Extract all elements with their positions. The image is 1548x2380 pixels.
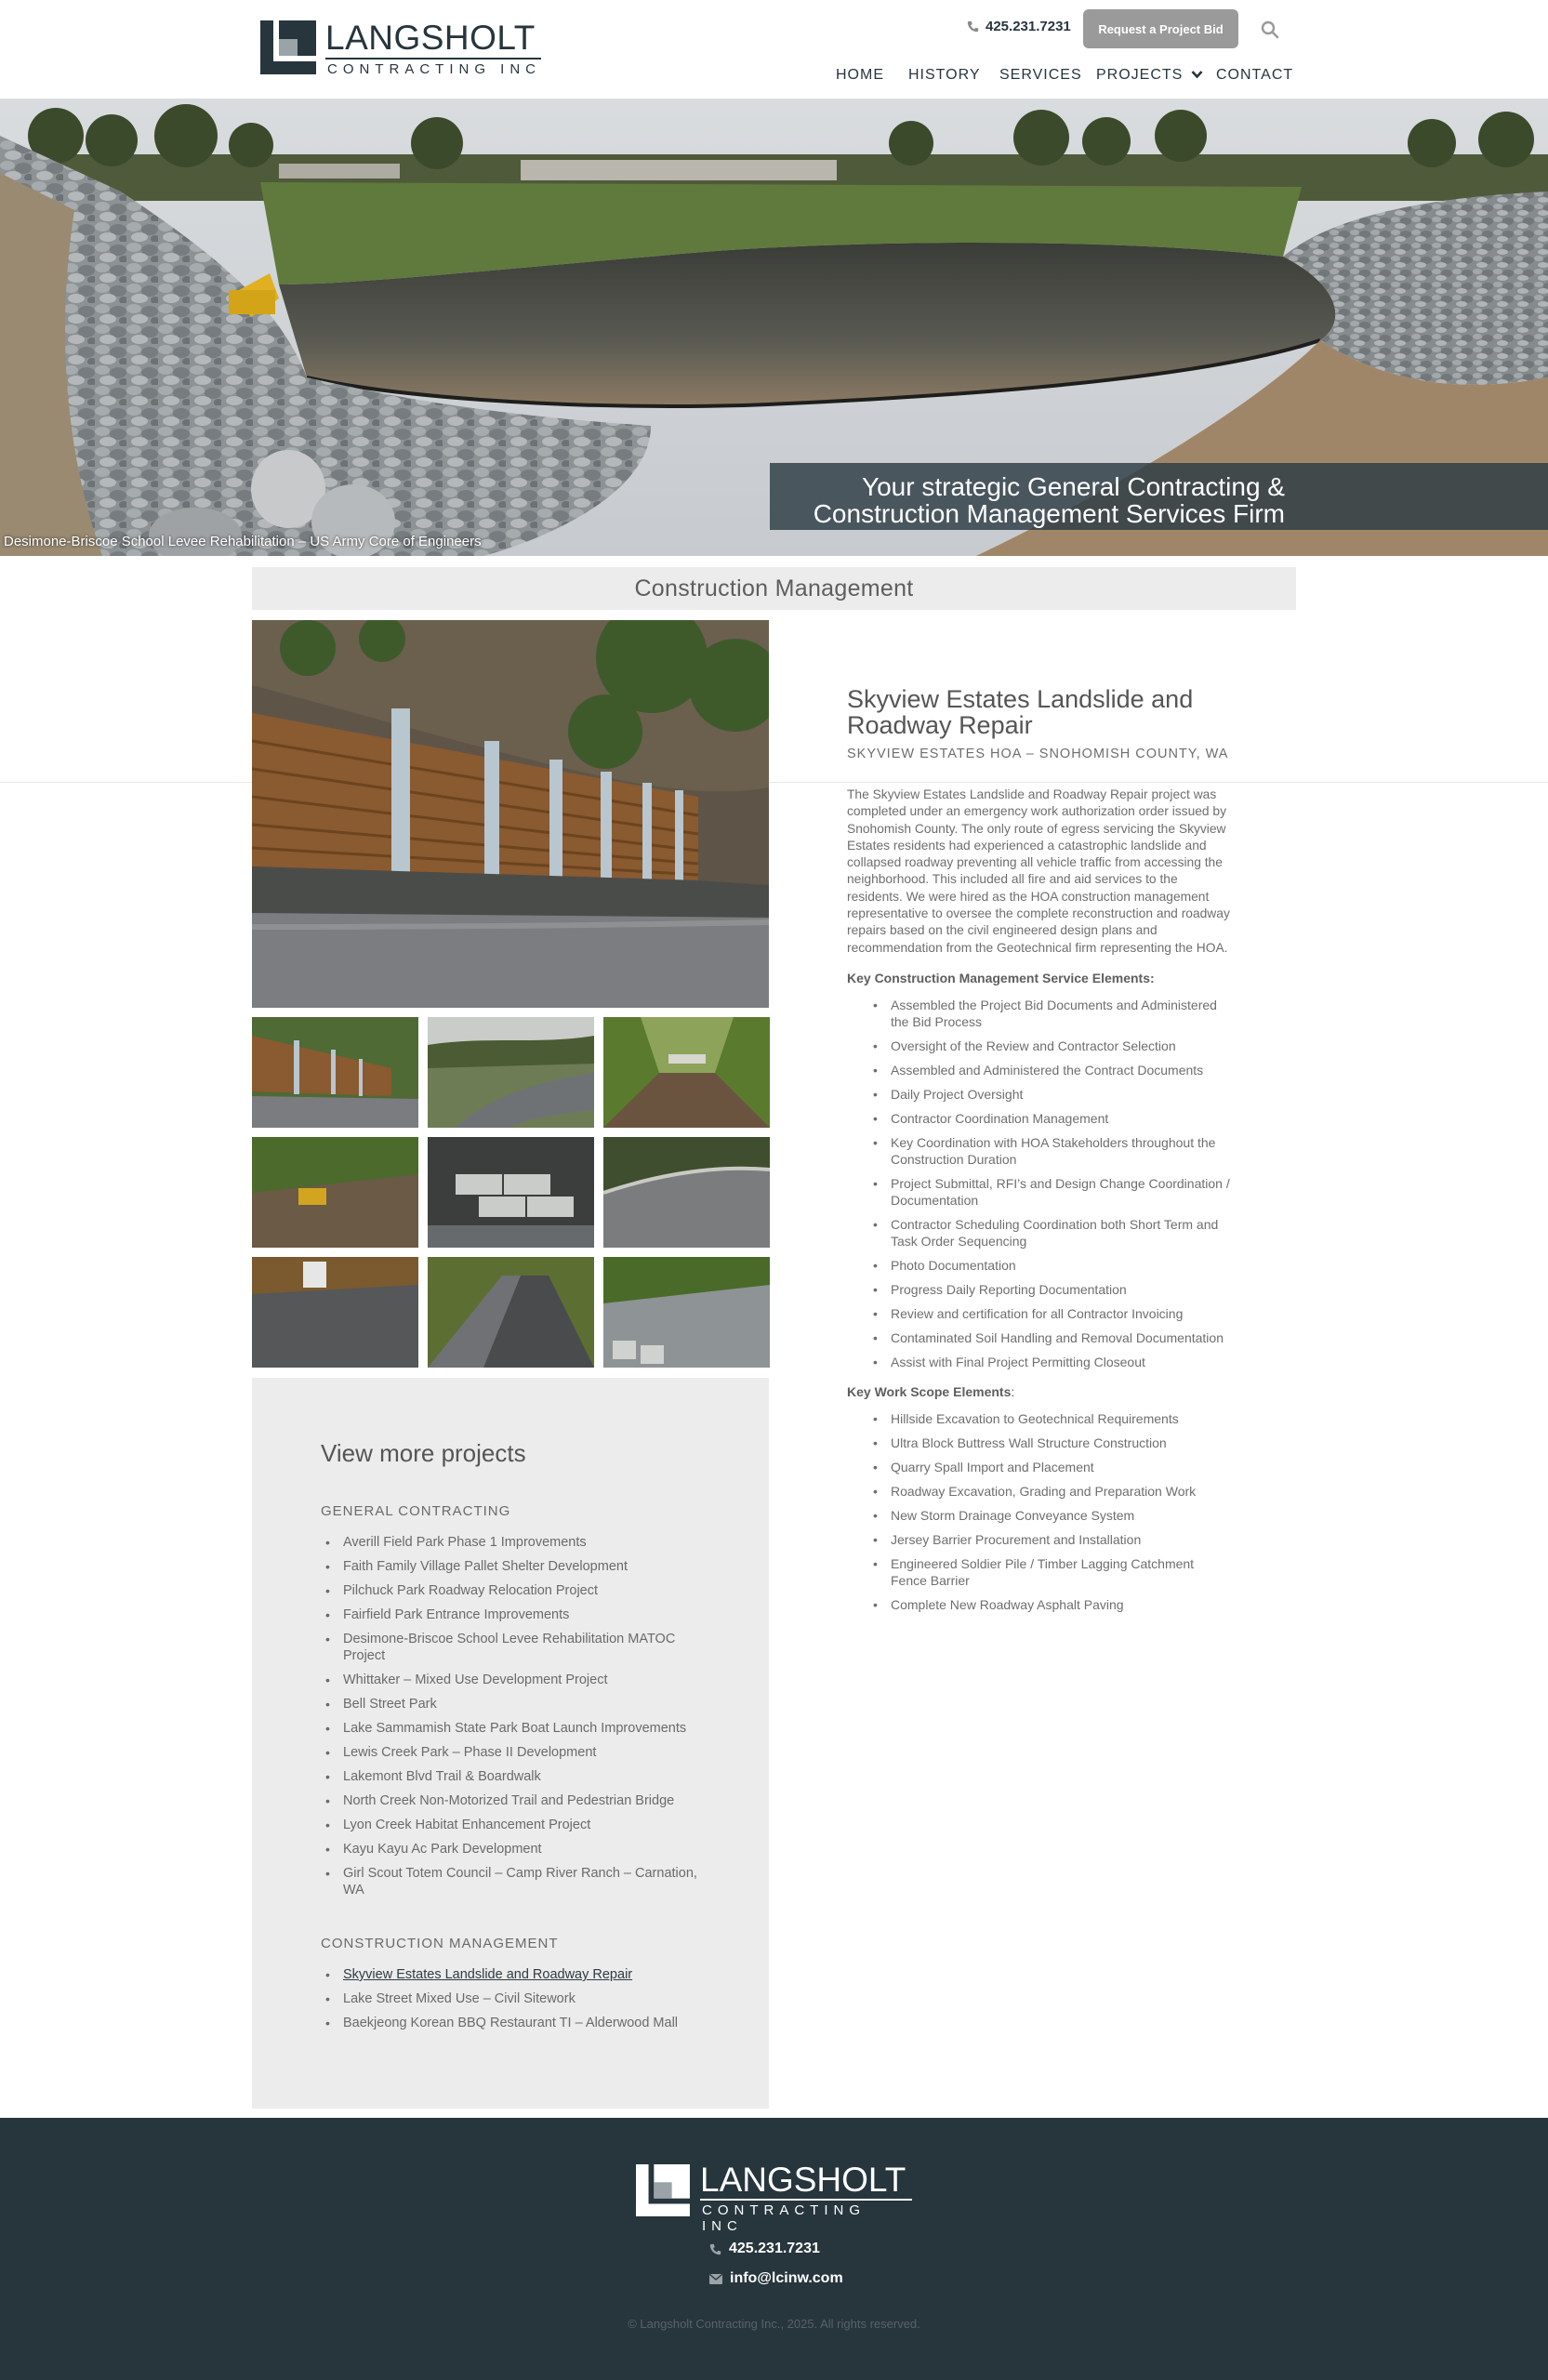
hero-caption: Desimone-Briscoe School Levee Rehabilitation – US Army Core of Engineers — [4, 534, 482, 549]
list-item: • Engineered Soldier Pile / Timber Lagging Catchment Fence Barrier — [891, 1555, 1230, 1589]
thumb-photo-quarry-spall — [603, 1257, 770, 1368]
list-item: • Ultra Block Buttress Wall Structure Construction — [891, 1435, 1230, 1451]
footer-logo-wordmark: LANGSHOLT — [700, 2161, 906, 2199]
cm-project-list — [321, 1966, 711, 2039]
hero-banner — [0, 99, 1548, 556]
list-item: • Jersey Barrier Procurement and Installation — [891, 1531, 1230, 1548]
main-project-photo[interactable] — [252, 620, 769, 1008]
list-item[interactable]: • Girl Scout Totem Council – Camp River Ranch – Carnation, WA — [321, 1865, 711, 1898]
list-item[interactable]: • Fairfield Park Entrance Improvements — [321, 1606, 711, 1623]
project-client: SKYVIEW ESTATES HOA – SNOHOMISH COUNTY, WA — [847, 747, 1229, 761]
gallery-thumb-7[interactable] — [252, 1257, 418, 1368]
list-item: • Project Submittal, RFI’s and Design Change Coordination / Documentation — [891, 1175, 1230, 1209]
list-item[interactable]: • Whittaker – Mixed Use Development Project — [321, 1672, 711, 1688]
photo-timber-lagging-wall — [252, 620, 769, 1008]
list-item[interactable]: • Lake Sammamish State Park Boat Launch Improvements — [321, 1720, 711, 1737]
service-elements-list — [847, 997, 1230, 1370]
list-item: • Quarry Spall Import and Placement — [891, 1459, 1230, 1475]
nav-history[interactable]: HISTORY — [908, 67, 981, 83]
list-item[interactable]: • North Creek Non-Motorized Trail and Pedestrian Bridge — [321, 1792, 711, 1809]
footer-email-text: info@lcinw.com — [730, 2270, 843, 2286]
list-item: • Assembled the Project Bid Documents and Administered the Bid Process — [891, 997, 1230, 1030]
footer-email-link[interactable] — [709, 2270, 843, 2287]
chevron-down-icon — [1191, 70, 1203, 79]
logo-wordmark: LANGSHOLT — [325, 19, 536, 57]
hero-tagline-line2: Construction Management Services Firm — [813, 499, 1285, 528]
hero-tagline-line1: Your strategic General Contracting & — [862, 472, 1285, 501]
list-item: • Key Coordination with HOA Stakeholders throughout the Construction Duration — [891, 1134, 1230, 1168]
gallery-thumb-4[interactable] — [252, 1137, 418, 1248]
list-item[interactable]: • Lakemont Blvd Trail & Boardwalk — [321, 1768, 711, 1785]
site-header — [0, 0, 1548, 99]
gallery-thumb-9[interactable] — [603, 1257, 770, 1368]
footer-phone-text: 425.231.7231 — [729, 2241, 820, 2256]
list-item[interactable]: • Desimone-Briscoe School Levee Rehabilitation MATOC Project — [321, 1631, 711, 1664]
project-title: Skyview Estates Landslide and Roadway Repair — [847, 685, 1194, 739]
request-bid-button[interactable]: Request a Project Bid — [1083, 9, 1238, 48]
list-item-current[interactable]: • Skyview Estates Landslide and Roadway Repair — [321, 1966, 711, 1983]
list-item: • Daily Project Oversight — [891, 1086, 1230, 1103]
footer-logo[interactable] — [636, 2161, 915, 2234]
gc-project-list — [321, 1534, 711, 1906]
list-item[interactable]: • Pilchuck Park Roadway Relocation Project — [321, 1582, 711, 1599]
thumb-photo-paved-road — [603, 1137, 770, 1248]
project-description: The Skyview Estates Landslide and Roadway Repair project was completed under an emergency work authorization order issued by Snohomish County. The only route of egress servicing the Skyview Estates residents had experienced a catastrophic landslide and collapsed roadway preventing all vehicle traffic from accessing the neighborhood. This included all fire and aid services to the residents. We were hired as the HOA construction management representative to oversee the complete reconstruction and roadway repairs based on the civil engineered design plans and recommendation from the Geotechnical firm representing the HOA. — [847, 787, 1230, 955]
list-item: • Review and certification for all Contractor Invoicing — [891, 1305, 1230, 1322]
gc-heading: GENERAL CONTRACTING — [321, 1503, 511, 1519]
list-item: • Photo Documentation — [891, 1257, 1230, 1274]
footer-phone-link[interactable] — [709, 2241, 820, 2257]
nav-services[interactable]: SERVICES — [999, 67, 1082, 83]
list-item: • Contractor Coordination Management — [891, 1110, 1230, 1127]
thumb-photo-paving — [252, 1257, 418, 1368]
list-item: • Contaminated Soil Handling and Removal Documentation — [891, 1329, 1230, 1346]
list-item: • Progress Daily Reporting Documentation — [891, 1281, 1230, 1298]
thumb-photo-wall — [252, 1017, 418, 1128]
logo-rule — [325, 58, 541, 60]
list-item[interactable]: • Lyon Creek Habitat Enhancement Project — [321, 1817, 711, 1833]
service-elements-heading: Key Construction Management Service Elements: — [847, 970, 1155, 985]
nav-contact[interactable]: CONTACT — [1216, 67, 1294, 83]
more-projects-panel — [252, 1378, 769, 2109]
scope-elements-heading: Key Work Scope Elements: — [847, 1383, 1015, 1399]
thumb-photo-road-curve — [428, 1017, 594, 1128]
list-item: • Contractor Scheduling Coordination both Short Term and Task Order Sequencing — [891, 1216, 1230, 1250]
footer-copyright: © Langsholt Contracting Inc., 2025. All rights reserved. — [628, 2317, 920, 2331]
logo-mark-icon — [636, 2164, 690, 2216]
cm-heading: CONSTRUCTION MANAGEMENT — [321, 1936, 559, 1951]
list-item[interactable]: • Averill Field Park Phase 1 Improvements — [321, 1534, 711, 1551]
list-item: • Assist with Final Project Permitting Closeout — [891, 1354, 1230, 1370]
gallery-thumb-1[interactable] — [252, 1017, 418, 1128]
list-item: • Roadway Excavation, Grading and Preparation Work — [891, 1483, 1230, 1500]
gallery-thumb-3[interactable] — [603, 1017, 770, 1128]
list-item: • New Storm Drainage Conveyance System — [891, 1507, 1230, 1524]
main-nav — [0, 67, 1548, 89]
header-phone-text: 425.231.7231 — [986, 19, 1071, 34]
list-item[interactable]: • Lewis Creek Park – Phase II Development — [321, 1744, 711, 1761]
email-icon — [709, 2274, 722, 2284]
more-projects-title: View more projects — [321, 1439, 526, 1467]
nav-projects[interactable] — [1096, 67, 1203, 84]
phone-icon — [709, 2243, 721, 2255]
search-icon[interactable] — [1261, 20, 1279, 39]
list-item: • Complete New Roadway Asphalt Paving — [891, 1596, 1230, 1613]
footer-logo-rule — [700, 2199, 912, 2201]
list-item[interactable]: • Faith Family Village Pallet Shelter Development — [321, 1558, 711, 1575]
list-item[interactable]: • Lake Street Mixed Use – Civil Sitework — [321, 1990, 711, 2007]
section-title: Construction Management — [252, 567, 1296, 610]
gallery-thumb-5[interactable] — [428, 1137, 594, 1248]
thumb-photo-excavation — [252, 1137, 418, 1248]
list-item: • Oversight of the Review and Contractor Selection — [891, 1038, 1230, 1054]
list-item: • Assembled and Administered the Contract Documents — [891, 1062, 1230, 1078]
header-phone-link[interactable] — [967, 19, 1071, 34]
phone-icon — [967, 20, 979, 33]
list-item[interactable]: • Bell Street Park — [321, 1696, 711, 1712]
gallery-thumb-6[interactable] — [603, 1137, 770, 1248]
gallery-thumb-2[interactable] — [428, 1017, 594, 1128]
gallery-thumb-8[interactable] — [428, 1257, 594, 1368]
list-item[interactable]: • Kayu Kayu Ac Park Development — [321, 1841, 711, 1858]
scope-elements-list — [847, 1410, 1230, 1613]
nav-projects-label: PROJECTS — [1096, 67, 1184, 83]
logo-subtitle: CONTRACTING INC — [327, 61, 541, 77]
list-item: • Hillside Excavation to Geotechnical Requirements — [891, 1410, 1230, 1427]
thumb-photo-slope — [603, 1017, 770, 1128]
divider — [0, 782, 1548, 783]
list-item[interactable]: • Baekjeong Korean BBQ Restaurant TI – Alderwood Mall — [321, 2015, 711, 2031]
hero-tagline-box — [770, 463, 1548, 530]
thumb-photo-ultra-block — [428, 1137, 594, 1248]
footer-logo-subtitle: CONTRACTING INC — [702, 2202, 866, 2234]
nav-home[interactable]: HOME — [836, 67, 884, 83]
thumb-photo-asphalt-lane — [428, 1257, 594, 1368]
project-details — [847, 686, 1230, 1620]
